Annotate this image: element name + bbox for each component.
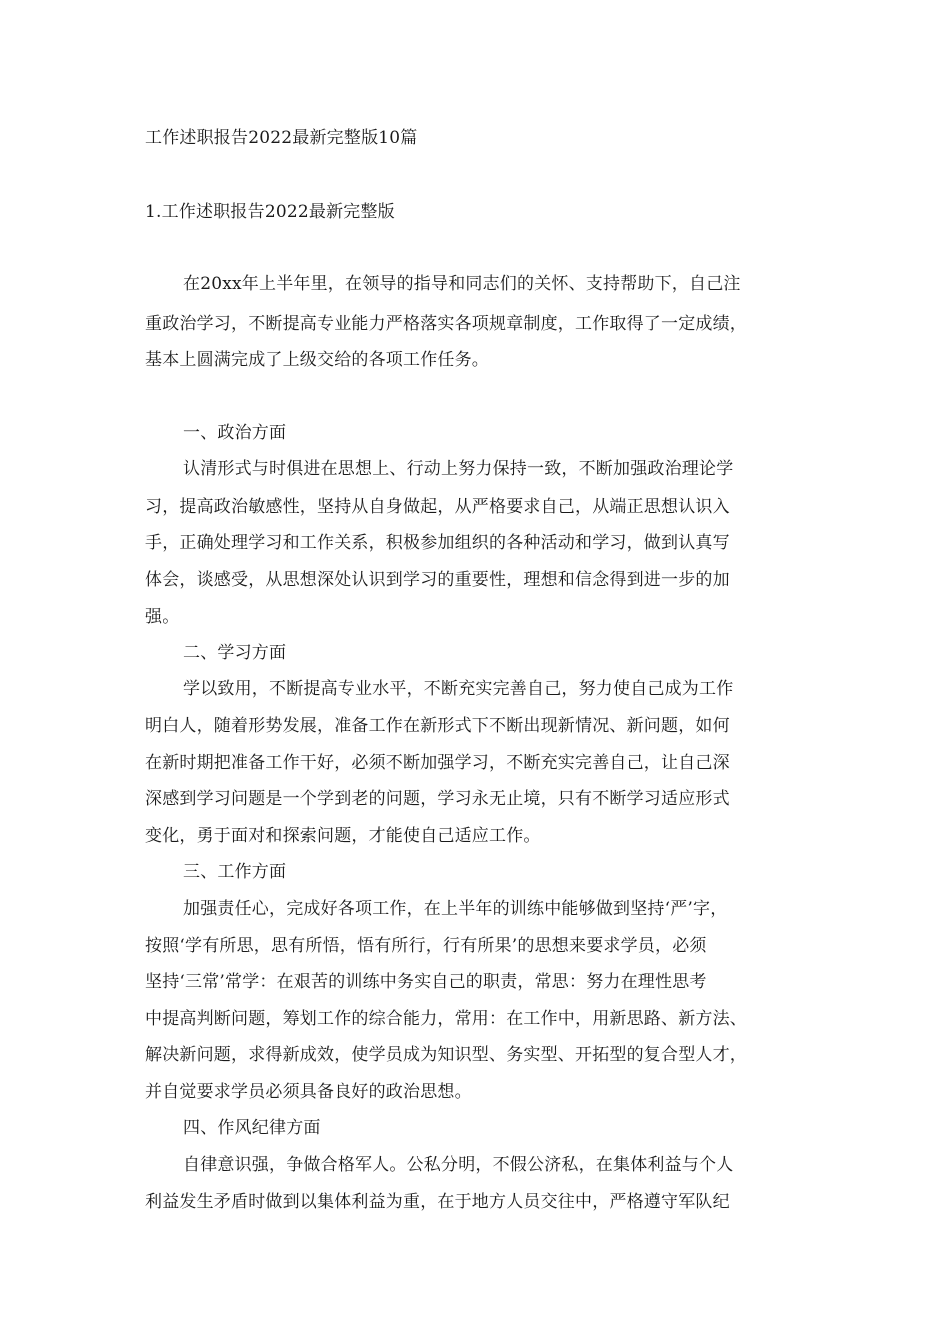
heading-study: 二、学习方面 — [183, 643, 287, 663]
paragraph-line: 重政治学习，不断提高专业能力严格落实各项规章制度，工作取得了一定成绩， — [145, 314, 747, 334]
paragraph-line: 认清形式与时俱进在思想上、行动上努力保持一致，不断加强政治理论学 — [183, 459, 734, 479]
section-title: 1.工作述职报告2022最新完整版 — [145, 202, 395, 222]
paragraph-line: 利益发生矛盾时做到以集体利益为重，在于地方人员交往中，严格遵守军队纪 — [145, 1192, 730, 1212]
paragraph-line: 按照‘学有所思，思有所悟，悟有所行，行有所果’的思想来要求学员，必须 — [145, 936, 707, 956]
paragraph-line: 基本上圆满完成了上级交给的各项工作任务。 — [145, 350, 489, 370]
paragraph-line: 变化，勇于面对和探索问题，才能使自己适应工作。 — [145, 826, 541, 846]
document-title: 工作述职报告2022最新完整版10篇 — [145, 128, 418, 148]
heading-discipline: 四、作风纪律方面 — [183, 1118, 321, 1138]
paragraph-line: 并自觉要求学员必须具备良好的政治思想。 — [145, 1082, 472, 1102]
paragraph-line: 中提高判断问题，筹划工作的综合能力，常用：在工作中，用新思路、新方法、 — [145, 1009, 747, 1029]
paragraph-line: 强。 — [145, 607, 180, 627]
paragraph-line: 坚持‘三常’常学：在艰苦的训练中务实自己的职责，常思：努力在理性思考 — [145, 972, 707, 992]
paragraph-line: 体会，谈感受，从思想深处认识到学习的重要性，理想和信念得到进一步的加 — [145, 570, 730, 590]
paragraph-line: 明白人，随着形势发展，准备工作在新形式下不断出现新情况、新问题，如何 — [145, 716, 730, 736]
heading-politics: 一、政治方面 — [183, 423, 287, 443]
paragraph-line: 深感到学习问题是一个学到老的问题，学习永无止境，只有不断学习适应形式 — [145, 789, 730, 809]
paragraph-line: 在新时期把准备工作干好，必须不断加强学习，不断充实完善自己，让自己深 — [145, 753, 730, 773]
paragraph-line: 加强责任心，完成好各项工作，在上半年的训练中能够做到坚持‘严’字， — [183, 899, 728, 919]
paragraph-line: 手，正确处理学习和工作关系，积极参加组织的各种活动和学习，做到认真写 — [145, 533, 730, 553]
paragraph-line: 学以致用，不断提高专业水平，不断充实完善自己，努力使自己成为工作 — [183, 679, 734, 699]
paragraph-line: 解决新问题，求得新成效，使学员成为知识型、务实型、开拓型的复合型人才， — [145, 1045, 747, 1065]
paragraph-line: 自律意识强，争做合格军人。公私分明，不假公济私，在集体利益与个人 — [183, 1155, 734, 1175]
paragraph-line: 在20xx年上半年里，在领导的指导和同志们的关怀、支持帮助下，自己注 — [183, 274, 741, 294]
heading-work: 三、工作方面 — [183, 862, 287, 882]
paragraph-line: 习，提高政治敏感性，坚持从自身做起，从严格要求自己，从端正思想认识入 — [145, 497, 730, 517]
